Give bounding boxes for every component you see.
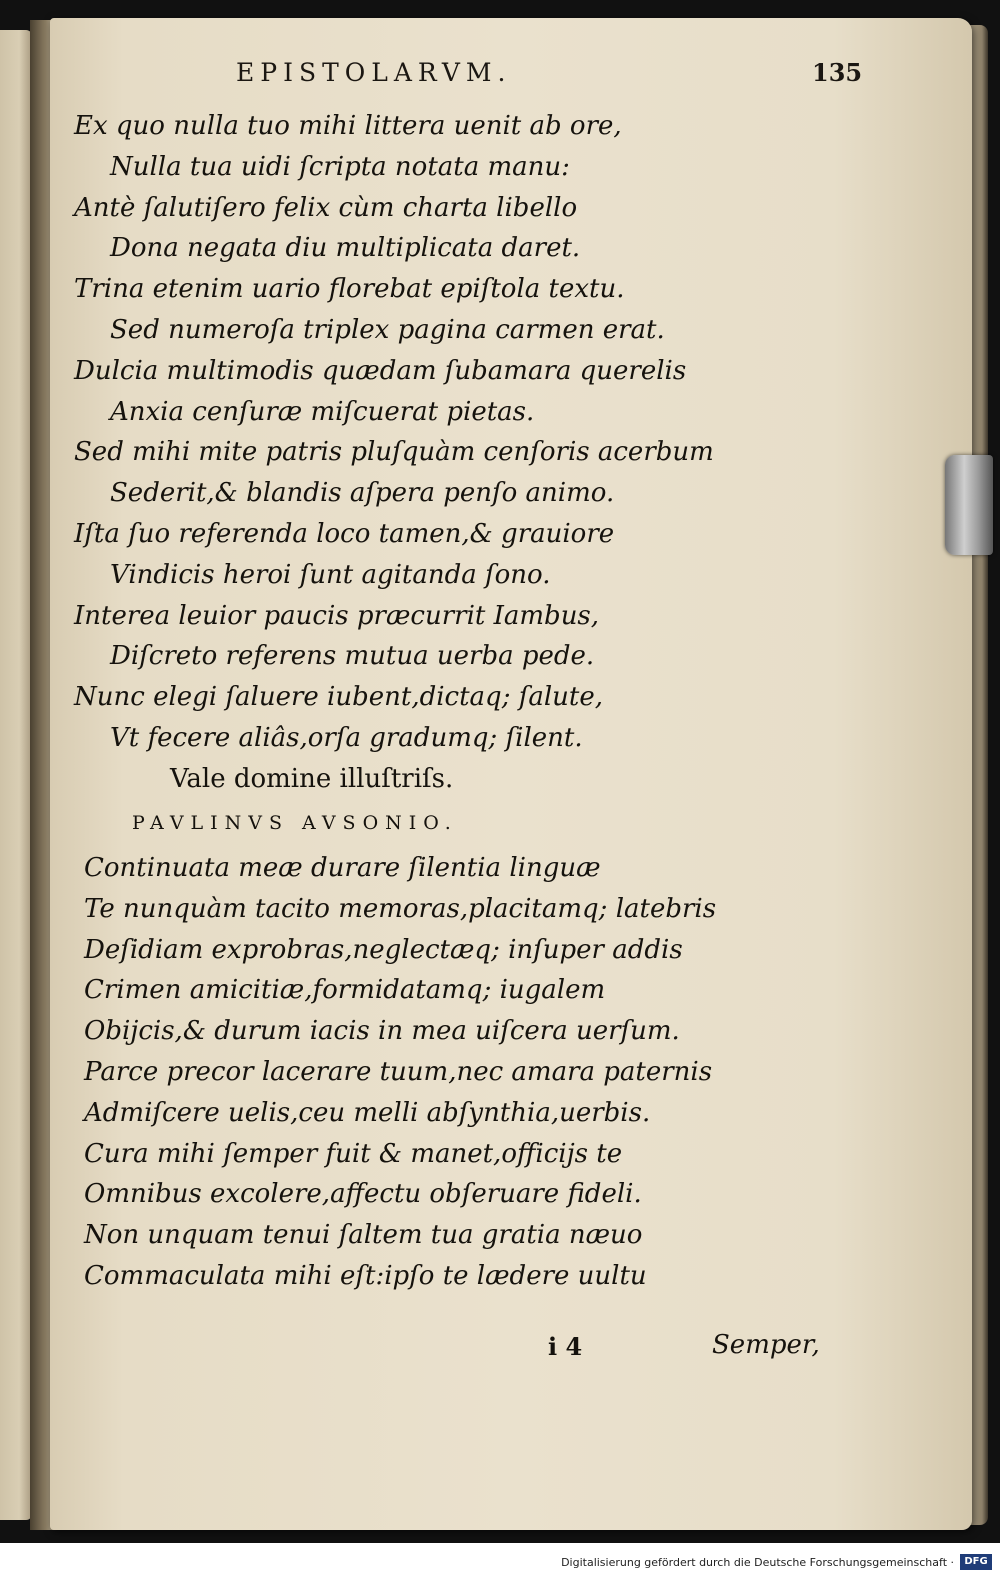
verse-line: Iſta ſuo referenda loco tamen,& grauiore bbox=[74, 518, 615, 549]
verse-line: Sed numeroſa triplex pagina carmen erat. bbox=[110, 314, 665, 345]
verse-block-2 bbox=[84, 848, 784, 1297]
verse-line: Sed mihi mite patris pluſquàm cenſoris acerbum bbox=[74, 437, 714, 468]
verse-line: Interea leuior paucis præcurrit Iambus, bbox=[74, 600, 600, 631]
verse-block-1 bbox=[74, 106, 774, 800]
verse-line: Admiſcere uelis,ceu melli abſynthia,uerbis. bbox=[84, 1097, 651, 1128]
verse-line: Trina etenim uario florebat epiſtola textu. bbox=[74, 274, 625, 305]
verse-line: Sederit,& blandis aſpera penſo animo. bbox=[110, 478, 615, 509]
verse-line: Nunc elegi ſaluere iubent,dictaq; ſalute, bbox=[74, 682, 604, 713]
verse-line: Omnibus excolere,affectu obſeruare fideli. bbox=[84, 1179, 642, 1210]
running-head: EPISTOLARVM. bbox=[236, 58, 512, 87]
verse-line: Non unquam tenui ſaltem tua gratia næuo bbox=[84, 1220, 643, 1251]
signature-mark: i 4 bbox=[548, 1332, 583, 1361]
verse-line: Antè ſalutiſero felix cùm charta libello bbox=[74, 192, 578, 223]
metal-clip bbox=[945, 455, 993, 555]
verse-line: Parce precor lacerare tuum,nec amara paternis bbox=[84, 1056, 713, 1087]
verse-line: Te nunquàm tacito memoras,placitamq; latebris bbox=[84, 893, 717, 924]
section-title: PAVLINVS AVSONIO. bbox=[132, 812, 458, 834]
verse-line: Vindicis heroi ſunt agitanda ſono. bbox=[110, 559, 551, 590]
digitization-footer bbox=[0, 1543, 1000, 1575]
verse-line: Crimen amicitiæ,formidatamq; iugalem bbox=[84, 975, 606, 1006]
dfg-logo-icon: DFG bbox=[960, 1554, 992, 1570]
verse-line: Cura mihi ſemper fuit & manet,officijs te bbox=[84, 1138, 623, 1169]
verse-line: Obijcis,& durum iacis in mea uiſcera uerſum. bbox=[84, 1016, 680, 1047]
page-number: 135 bbox=[812, 58, 863, 87]
catchword: Semper, bbox=[712, 1330, 820, 1360]
verse-line: Vt fecere aliâs,orſa gradumq; ſilent. bbox=[110, 722, 583, 753]
verse-line: Deſidiam exprobras,neglectæq; inſuper addis bbox=[84, 934, 683, 965]
verse-line: Ex quo nulla tuo mihi littera uenit ab ore, bbox=[74, 111, 622, 141]
verse-line: Commaculata mihi eſt:ipſo te lædere uultu bbox=[84, 1260, 647, 1291]
verse-line: Continuata meæ durare ſilentia linguæ bbox=[84, 853, 601, 883]
verse-line: Vale domine illuſtriſs. bbox=[170, 763, 454, 794]
verse-line: Dulcia multimodis quædam ſubamara querelis bbox=[74, 355, 687, 386]
dfg-credit-text: Digitalisierung gefördert durch die Deutsche Forschungsgemeinschaft · bbox=[561, 1556, 954, 1569]
verse-line: Nulla tua uidi ſcripta notata manu: bbox=[110, 151, 570, 182]
verse-line: Diſcreto referens mutua uerba pede. bbox=[110, 641, 595, 672]
verse-line: Anxia cenſuræ miſcuerat pietas. bbox=[110, 396, 535, 427]
verse-line: Dona negata diu multiplicata daret. bbox=[110, 233, 581, 264]
left-page-edge bbox=[0, 30, 32, 1520]
page-header bbox=[80, 58, 880, 98]
